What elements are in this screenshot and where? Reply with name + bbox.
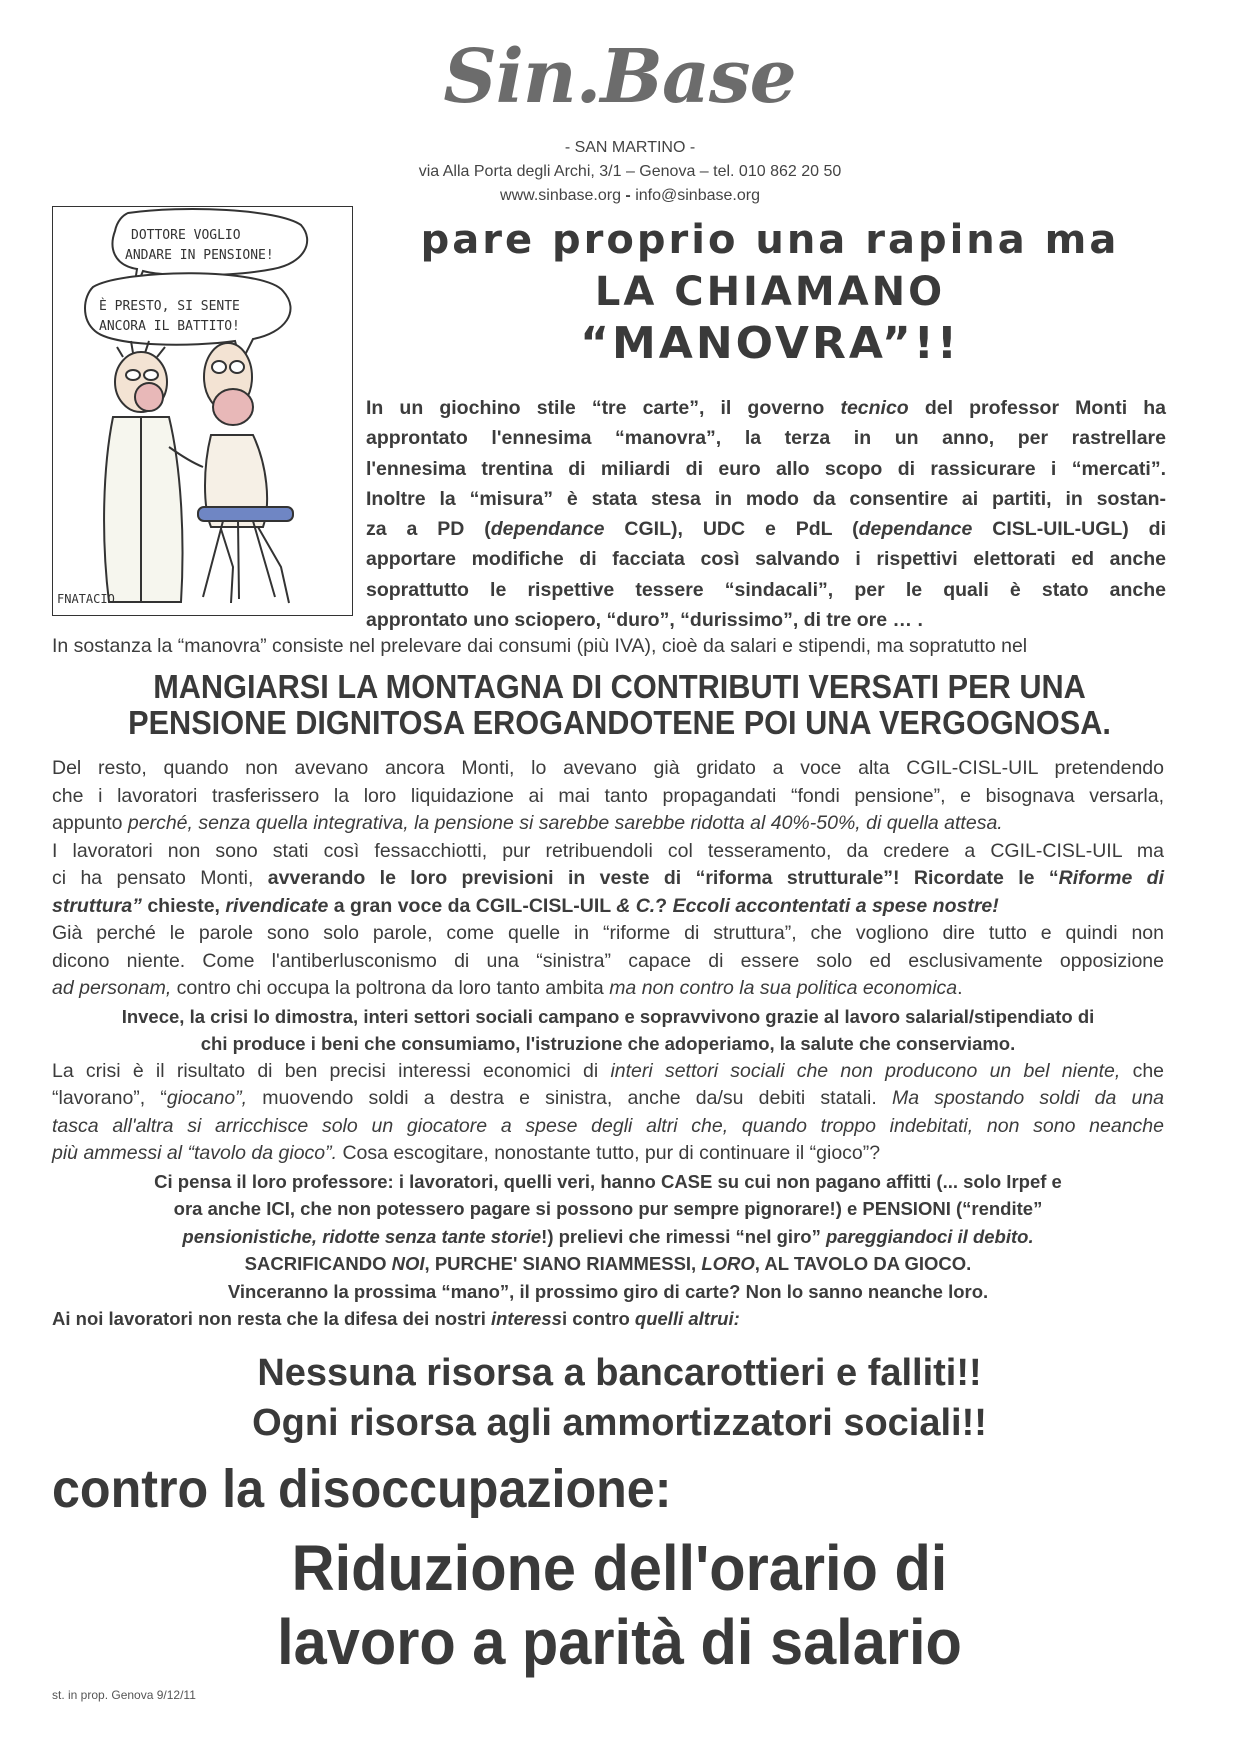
body-text <box>52 755 1164 1333</box>
slogan-2: Ogni risorsa agli ammortizzatori sociali!! <box>252 1402 987 1444</box>
big-statement-line-2: PENSIONE DIGNITOSA EROGANDOTENE POI UNA VERGOGNOSA. <box>128 704 1111 741</box>
bubble1-line2: ANDARE IN PENSIONE! <box>125 248 274 263</box>
body-line: Invece, la crisi lo dimostra, interi settori sociali campano e sopravvivono grazie al lavoro salarial/stipendiato di <box>121 1005 1095 1027</box>
body-line: ora anche ICI, che non potessero pagare si possono pur sempre pignorare!) e PENSIONI (“rendite” <box>173 1198 1043 1219</box>
intro-line: Inoltre la “misura” è stata stesa in modo da consentire ai partiti, in sostan- <box>366 487 1166 510</box>
body-line: ci ha pensato Monti, avverando le loro previsioni in veste di “riforma strutturale”! Ricordate le “Riforme di <box>52 867 1164 889</box>
body-line: Del resto, quando non avevano ancora Monti, lo avevano già gridato a voce alta CGIL-CISL-UIL pretendendo <box>52 757 1164 779</box>
bubble1-line1: DOTTORE VOGLIO <box>131 228 241 243</box>
body-line: Ai noi lavoratori non resta che la difesa dei nostri interessi contro quelli altrui: <box>52 1308 740 1329</box>
body-line: che i lavoratori trasferissero la loro liquidazione ai mai tanto propagandati “fondi pensione”, e bisognava versarla, <box>52 784 1164 807</box>
body-line: Ci pensa il loro professore: i lavoratori, quelli veri, hanno CASE su cui non pagano affitti (... solo Irpef e <box>154 1170 1062 1192</box>
cartoon-drawing <box>53 207 352 615</box>
intro-line: apportare modifiche di facciata così salvando i rispettivi elettorati ed anche <box>366 548 1166 571</box>
body-line: La crisi è il risultato di ben precisi interessi economici di interi settori sociali che non producono un bel niente, che <box>52 1059 1165 1082</box>
website-link[interactable]: www.sinbase.org <box>500 187 626 204</box>
title-line-1: pare proprio una rapina ma <box>420 217 1120 263</box>
slogan-1: Nessuna risorsa a bancarottieri e falliti!! <box>257 1352 982 1394</box>
intro-line: soprattutto le rispettive tessere “sindacali”, per le quali è stato anche <box>366 578 1166 601</box>
body-line: “lavorano”, “giocano”, muovendo soldi a destra e sinistra, anche da/su debiti statali. Ma spostando soldi da una <box>52 1087 1165 1109</box>
sinbase-logo: Sin.Base <box>443 34 796 120</box>
contro-heading: contro la disoccupazione: <box>52 1459 672 1519</box>
bubble2-line1: È PRESTO, SI SENTE <box>99 299 240 314</box>
print-note: st. in prop. Genova 9/12/11 <box>52 1688 196 1702</box>
body-line: struttura” chieste, rivendicate a gran voce da CGIL-CISL-UIL & C.? Eccoli accontentati a spese nostre! <box>52 894 999 917</box>
title-line-2: LA CHIAMANO <box>594 269 946 315</box>
sostanza-line: In sostanza la “manovra” consiste nel prelevare dai consumi (più IVA), cioè da salari e stipendi, ma sopratutto nel <box>52 635 1028 657</box>
address-line: via Alla Porta degli Archi, 3/1 – Genova – tel. 010 862 20 50 <box>418 163 842 180</box>
intro-line: za a PD (dependance CGIL), UDC e PdL (dependance CISL-UIL-UGL) di <box>366 518 1166 541</box>
bubble2-line2: ANCORA IL BATTITO! <box>99 319 240 334</box>
body-line: appunto perché, senza quella integrativa, la pensione si sarebbe sarebbe ridotta al 40%-50%, di quella attesa. <box>52 812 1003 834</box>
body-line: SACRIFICANDO NOI, PURCHE' SIANO RIAMMESSI, LORO, AL TAVOLO DA GIOCO. <box>244 1253 972 1274</box>
body-line: Vinceranno la prossima “mano”, il prossimo giro di carte? Non lo sanno neanche loro. <box>227 1280 989 1302</box>
intro-line: approntato uno sciopero, “duro”, “durissimo”, di tre ore … . <box>366 609 923 632</box>
body-line: Già perché le parole sono solo parole, come quelle in “riforme di struttura”, che vogliono dire tutto e quindi non <box>52 922 1164 944</box>
body-line: dicono niente. Come l'antiberlusconismo di una “sinistra” capace di essere solo ed esclusivamente opposizione <box>52 949 1164 972</box>
final-slogan-line-1: Riduzione dell'orario di <box>291 1532 948 1604</box>
big-statement-line-1: MANGIARSI LA MONTAGNA DI CONTRIBUTI VERSATI PER UNA <box>153 668 1086 705</box>
intro-line: In un giochino stile “tre carte”, il governo tecnico del professor Monti ha <box>366 397 1166 419</box>
intro-line: l'ennesima trentina di miliardi di euro allo scopo di rassicurare i “mercati”. <box>366 457 1166 480</box>
body-line: I lavoratori non sono stati così fessacchiotti, pur retribuendoli col tesseramento, da credere a CGIL-CISL-UIL ma <box>52 839 1164 862</box>
body-line: ad personam, contro chi occupa la poltrona da loro tanto ambita ma non contro la sua politica economica. <box>52 977 963 999</box>
body-line: tasca all'altra si arricchisce solo un giocatore a spese degli altri che, quando troppo indebitati, non sono neanche <box>52 1114 1164 1137</box>
cartoon-illustration <box>52 206 353 616</box>
body-line: chi produce i beni che consumiamo, l'istruzione che adoperiamo, la salute che conserviamo. <box>200 1033 1016 1054</box>
intro-line: approntato l'ennesima “manovra”, la terza in un anno, per rastrellare <box>366 427 1166 450</box>
cartoon-signature: FNATACIO <box>57 592 115 606</box>
final-slogan-line-2: lavoro a parità di salario <box>277 1606 962 1678</box>
branch-name: - SAN MARTINO - <box>564 139 696 156</box>
intro-paragraph <box>366 393 1166 635</box>
body-line: pensionistiche, ridotte senza tante storie!) prelievi che rimessi “nel giro” pareggiandoci il debito. <box>182 1225 1034 1247</box>
contact-separator: - <box>625 187 636 204</box>
body-line: più ammessi al “tavolo da gioco”. Cosa escogitare, nonostante tutto, pur di continuare il “gioco”? <box>52 1142 881 1164</box>
email-link[interactable]: info@sinbase.org <box>635 187 760 204</box>
contacts-line <box>330 186 930 206</box>
title-line-3: “MANOVRA”!! <box>580 318 960 369</box>
